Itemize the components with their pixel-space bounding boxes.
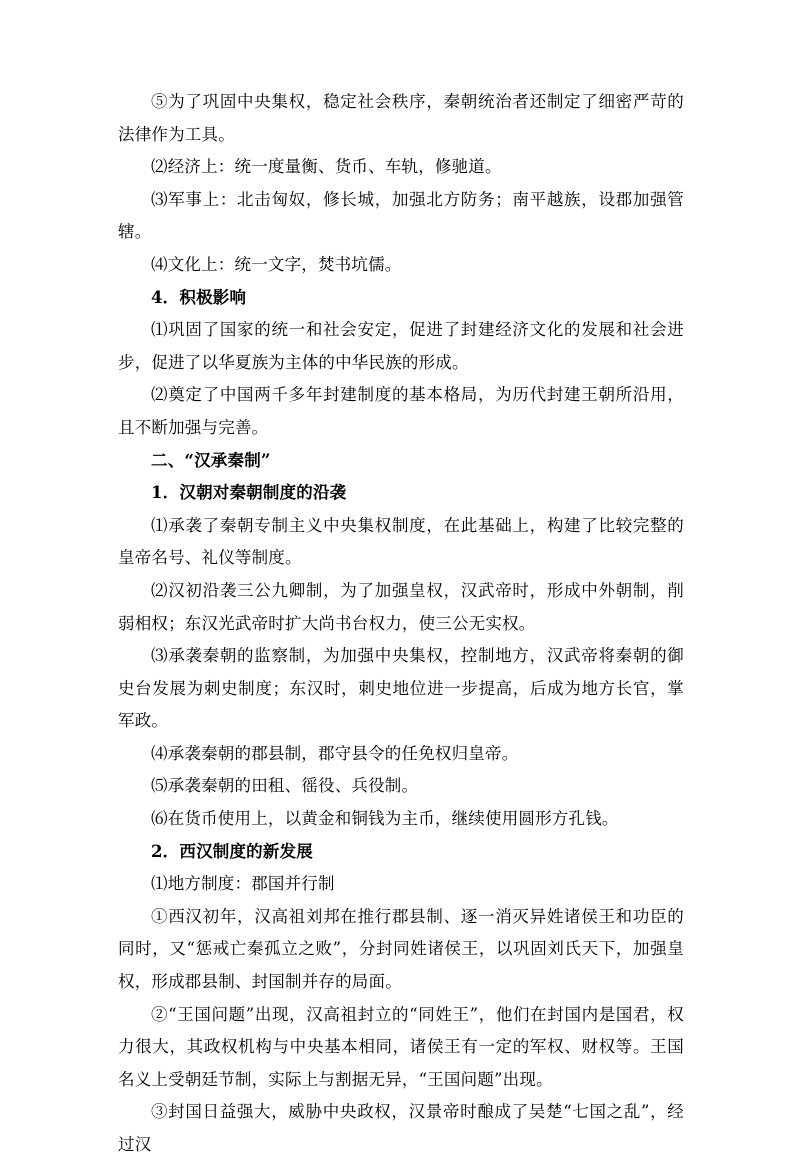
paragraph-new-1: ⑴地方制度：郡国并行制 xyxy=(151,874,335,894)
paragraph-qin-law: ⑤为了巩固中央集权，稳定社会秩序，秦朝统治者还制定了细密严苛的法律作为工具。 xyxy=(118,92,684,144)
section-heading-positive-impact: 4．积极影响 xyxy=(151,287,247,307)
paragraph-follow-1: ⑴承袭了秦朝专制主义中央集权制度，在此基础上，构建了比较完整的皇帝名号、礼仪等制度。 xyxy=(118,515,684,568)
section-heading-han-follow: 1．汉朝对秦朝制度的沿袭 xyxy=(151,483,347,503)
paragraph-qin-culture: ⑷文化上：统一文字，焚书坑儒。 xyxy=(151,254,402,274)
paragraph-follow-2: ⑵汉初沿袭三公九卿制，为了加强皇权，汉武帝时，形成中外朝制，削弱相权；东汉光武帝时扩大尚书台权力，使三公无实权。 xyxy=(118,580,684,633)
paragraph-new-1-c: ③封国日益强大，威胁中央政权，汉景帝时酿成了吴楚“七国之乱”，经过汉 xyxy=(118,1102,684,1154)
paragraph-new-1-b: ②“王国问题”出现，汉高祖封立的“同姓王”，他们在封国内是国君，权力很大，其政权机构与中央基本相同，诸侯王有一定的军权、财权等。王国名义上受朝廷节制，实际上与割据无异，“王国问题”出现。 xyxy=(118,1004,684,1089)
paragraph-new-1-a: ①西汉初年，汉高祖刘邦在推行郡县制、逐一消灭异姓诸侯王和功臣的同时，又“惩戒亡秦孤立之败”，分封同姓诸侯王，以巩固刘氏天下，加强皇权，形成郡县制、封国制并存的局面。 xyxy=(118,906,684,992)
paragraph-impact-1: ⑴巩固了国家的统一和社会安定，促进了封建经济文化的发展和社会进步，促进了以华夏族为主体的中华民族的形成。 xyxy=(118,320,684,372)
paragraph-qin-military: ⑶军事上：北击匈奴，修长城，加强北方防务；南平越族，设郡加强管辖。 xyxy=(118,189,684,242)
paragraph-follow-3: ⑶承袭秦朝的监察制，为加强中央集权，控制地方，汉武帝将秦朝的御史台发展为刺史制度；东汉时，刺史地位进一步提高，后成为地方长官，掌军政。 xyxy=(118,646,684,731)
paragraph-qin-economy: ⑵经济上：统一度量衡、货币、车轨，修驰道。 xyxy=(151,157,502,177)
section-heading-han-inherits-qin: 二、“汉承秦制” xyxy=(151,450,271,470)
paragraph-follow-5: ⑸承袭秦朝的田租、徭役、兵役制。 xyxy=(151,776,419,796)
paragraph-follow-6: ⑹在货币使用上，以黄金和铜钱为主币，继续使用圆形方孔钱。 xyxy=(151,809,619,829)
paragraph-impact-2: ⑵奠定了中国两千多年封建制度的基本格局，为历代封建王朝所沿用，且不断加强与完善。 xyxy=(118,385,684,437)
section-heading-western-han-new: 2．西汉制度的新发展 xyxy=(151,841,313,861)
paragraph-follow-4: ⑷承袭秦朝的郡县制，郡守县令的任免权归皇帝。 xyxy=(151,743,519,763)
